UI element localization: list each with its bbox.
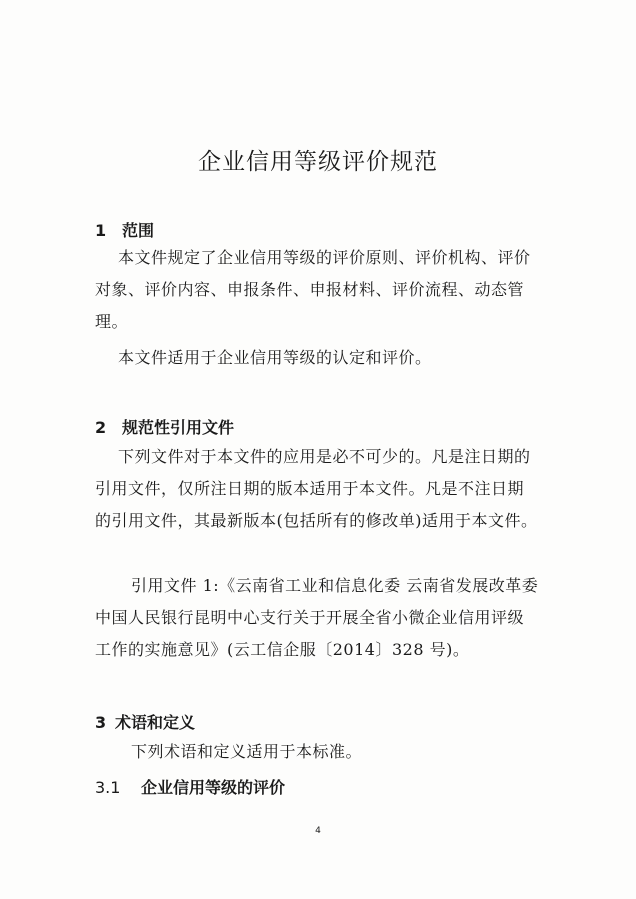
section-1-title: 范围 bbox=[122, 221, 155, 240]
section-3-heading bbox=[95, 710, 195, 733]
section-2-heading bbox=[95, 415, 234, 438]
section-1-number: 1 bbox=[95, 221, 107, 240]
section-3-paragraph-1: 下列术语和定义适用于本标准。 bbox=[131, 742, 363, 761]
section-2-number: 2 bbox=[95, 418, 107, 437]
section-2-paragraph-2: 引用文件 1:《云南省工业和信息化委 云南省发展改革委 中国人民银行昆明中心支行关于开展全省小微企业信用评级工作的实施意见》(云工信企服〔2014〕328 号)。 bbox=[95, 576, 539, 659]
section-3-1-title: 企业信用等级的评价 bbox=[141, 778, 286, 797]
section-1-paragraph-2: 本文件适用于企业信用等级的认定和评价。 bbox=[118, 348, 432, 367]
document-title: 企业信用等级评价规范 bbox=[198, 149, 438, 175]
section-3-number: 3 bbox=[95, 713, 107, 732]
page-number: 4 bbox=[315, 826, 321, 836]
section-2-title: 规范性引用文件 bbox=[122, 418, 235, 437]
section-2-paragraph-1: 下列文件对于本文件的应用是必不可少的。凡是注日期的引用文件，仅所注日期的版本适用于本文件。凡是不注日期的引用文件，其最新版本(包括所有的修改单)适用于本文件。 bbox=[95, 447, 538, 530]
section-3-1-number: 3.1 bbox=[95, 778, 121, 797]
section-1-heading bbox=[95, 218, 154, 241]
section-3-1-heading bbox=[95, 775, 285, 798]
section-1-paragraph-1: 本文件规定了企业信用等级的评价原则、评价机构、评价对象、评价内容、申报条件、申报材料、评价流程、动态管理。 bbox=[95, 248, 531, 331]
section-3-title: 术语和定义 bbox=[115, 713, 196, 732]
